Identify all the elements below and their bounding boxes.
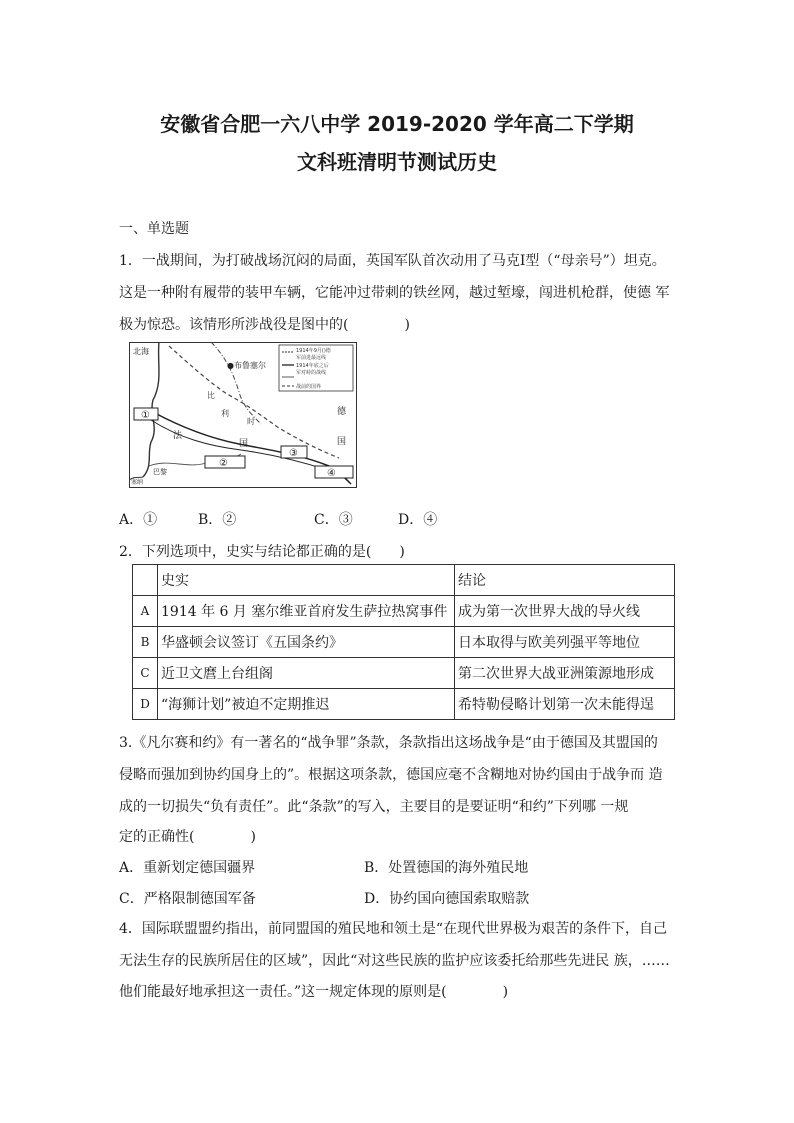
q3-stem-line: 定的正确性( ) xyxy=(119,829,256,845)
row-conclusion: 希特勒侵略计划第一次未能得逞 xyxy=(455,689,675,720)
q4-stem-line: 无法生存的民族所居住的区域”，因此“对这些民族的监护应该委托给那些先进民 族，…… xyxy=(119,953,670,969)
map-label-region: 利 xyxy=(221,409,229,418)
map-label-region: 比 xyxy=(207,391,215,400)
row-key: D xyxy=(133,689,158,720)
q4-stem-line: 他们能最好地承担这一责任。”这一规定体现的原则是( ) xyxy=(119,984,509,1000)
table-cell xyxy=(133,565,158,596)
table-header: 结论 xyxy=(455,565,675,596)
row-conclusion: 成为第一次世界大战的导火线 xyxy=(455,596,675,627)
legend-text: 1914年底之后 xyxy=(296,363,329,369)
row-conclusion: 第二次世界大战亚洲策源地形成 xyxy=(455,658,675,689)
row-fact: 1914 年 6 月 塞尔维亚首府发生萨拉热窝事件 xyxy=(158,596,455,627)
row-conclusion: 日本取得与欧美列强平等地位 xyxy=(455,627,675,658)
table-header: 史实 xyxy=(158,565,455,596)
legend-text: 军前进最远线 xyxy=(296,355,327,361)
map-label-city: 巴黎 xyxy=(153,468,167,476)
row-key: A xyxy=(133,596,158,627)
row-key: B xyxy=(133,627,158,658)
map-marker-4-label: ④ xyxy=(327,468,336,479)
row-fact: “海狮计划”被迫不定期推迟 xyxy=(158,689,455,720)
document-subtitle: 文科班清明节测试历史 xyxy=(297,150,497,174)
map-label-sea: 北海 xyxy=(133,347,149,356)
map-label-region: 国 xyxy=(239,439,249,449)
q3-option-b[interactable]: B．处置德国的海外殖民地 xyxy=(364,860,529,876)
map-label-region: 国 xyxy=(337,437,347,447)
q1-option-b[interactable]: B．② xyxy=(198,512,237,528)
table-row[interactable] xyxy=(133,596,675,627)
section-heading: 一、单选题 xyxy=(119,221,189,237)
q1-option-a[interactable]: A．① xyxy=(119,512,158,528)
map-label-region: 法 xyxy=(173,431,183,441)
row-fact: 近卫文麿上台组阁 xyxy=(158,658,455,689)
legend-text: 战前的国界 xyxy=(296,384,322,390)
q1-stem-line: 极为惊恐。该情形所涉战役是图中的( ) xyxy=(119,317,410,333)
map-label-region: 德 xyxy=(337,407,347,417)
document-title: 安徽省合肥一六八中学 2019-2020 学年高二下学期 xyxy=(160,112,634,136)
q1-map-figure xyxy=(129,342,357,488)
q3-stem-line: 侵略而强加到协约国身上的”。根据这项条款，德国应毫不含糊地对协约国由于战争而 造 xyxy=(119,767,663,783)
map-label-river: 塞纳 xyxy=(131,479,144,486)
map-marker-1-label: ① xyxy=(141,410,150,421)
legend-text: 军对峙的战线 xyxy=(296,370,327,376)
q4-stem-line: 4．国际联盟盟约指出，前同盟国的殖民地和领土是“在现代世界极为艰苦的条件下，自己 xyxy=(119,921,668,937)
map-label-city: ●布鲁塞尔 xyxy=(227,361,266,370)
row-fact: 华盛顿会议签订《五国条约》 xyxy=(158,627,455,658)
q3-option-c[interactable]: C．严格限制德国军备 xyxy=(119,891,256,907)
table-row[interactable] xyxy=(133,627,675,658)
q3-stem-line: 成的一切损失“负有责任”。此“条款”的写入，主要目的是要证明“和约”下列哪 一规 xyxy=(119,799,629,815)
q1-option-d[interactable]: D．④ xyxy=(398,512,438,528)
q3-option-d[interactable]: D．协约国向德国索取赔款 xyxy=(364,891,530,907)
table-row[interactable] xyxy=(133,658,675,689)
map-marker-2-label: ② xyxy=(219,458,228,469)
map-label-region: 时 xyxy=(247,417,255,426)
table-row[interactable] xyxy=(133,689,675,720)
q3-option-a[interactable]: A．重新划定德国疆界 xyxy=(119,860,256,876)
q2-stem: 2．下列选项中，史实与结论都正确的是( ) xyxy=(119,544,405,560)
q1-option-c[interactable]: C．③ xyxy=(314,512,353,528)
q3-stem-line: 3.《凡尔赛和约》有一著名的“战争罪”条款，条款指出这场战争是“由于德国及其盟国的 xyxy=(119,735,658,751)
map-marker-3-label: ③ xyxy=(289,448,298,459)
q1-stem-line: 这是一种附有履带的装甲车辆，它能冲过带刺的铁丝网，越过堑壕，闯进机枪群，使德 军 xyxy=(119,285,670,301)
q1-stem-line: 1．一战期间，为打破战场沉闷的局面，英国军队首次动用了马克Ⅰ型（“母亲号”）坦克。 xyxy=(119,253,666,269)
row-key: C xyxy=(133,658,158,689)
legend-text: 1914年9月()德 xyxy=(296,348,331,354)
table-header-row xyxy=(133,565,675,596)
q2-table xyxy=(132,564,675,720)
